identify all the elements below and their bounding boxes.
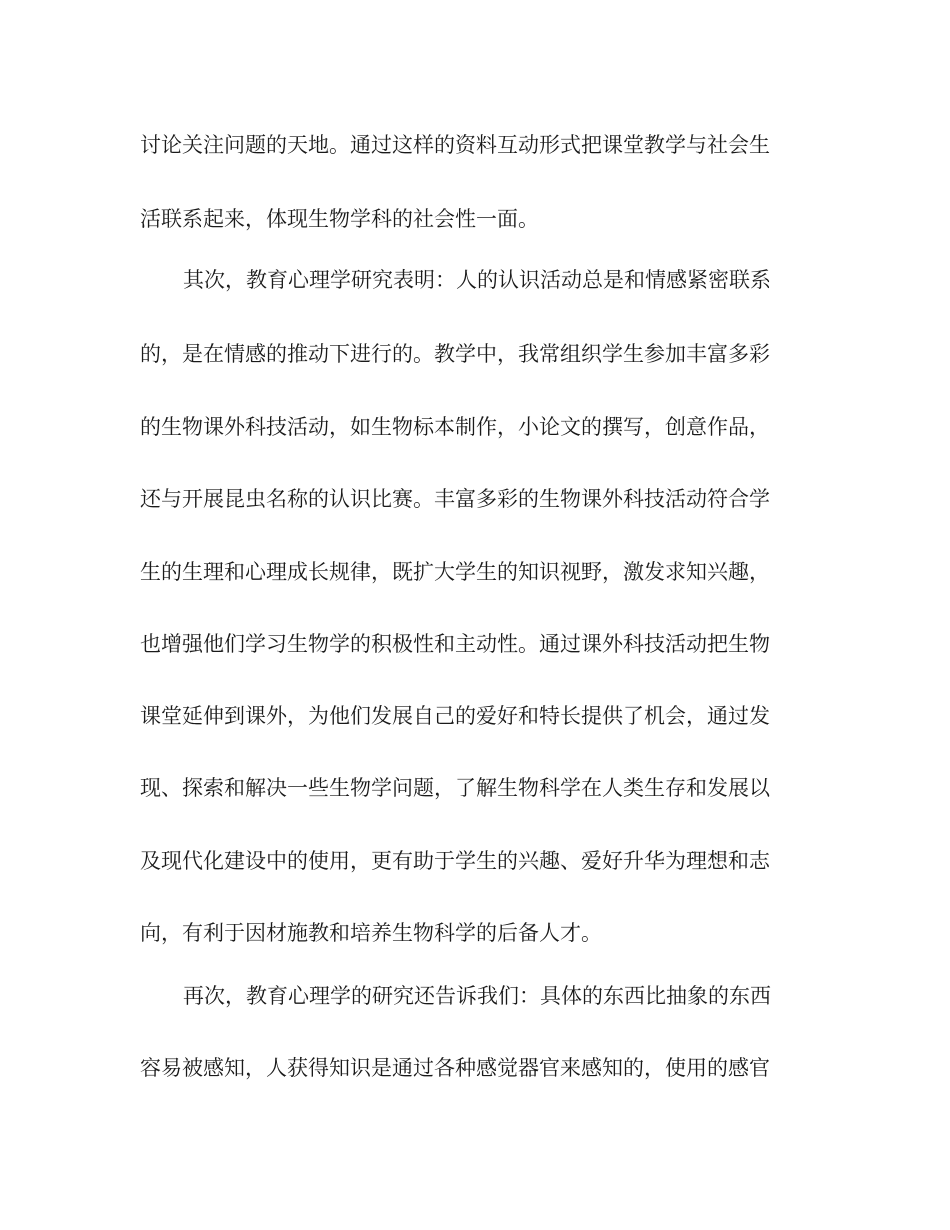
- paragraph-line: 的生物课外科技活动，如生物标本制作，小论文的撰写，创意作品，: [140, 415, 770, 439]
- paragraph-line: 活联系起来，体现生物学科的社会性一面。: [140, 207, 539, 231]
- paragraph-line: 向，有利于因材施教和培养生物科学的后备人才。: [140, 921, 602, 945]
- paragraph-line: 也增强他们学习生物学的积极性和主动性。通过课外科技活动把生物: [140, 632, 770, 656]
- paragraph-line: 容易被感知，人获得知识是通过各种感觉器官来感知的，使用的感官: [140, 1056, 770, 1080]
- paragraph-line: 还与开展昆虫名称的认识比赛。丰富多彩的生物课外科技活动符合学: [140, 487, 770, 511]
- paragraph-line: 课堂延伸到课外，为他们发展自己的爱好和特长提供了机会，通过发: [140, 704, 770, 728]
- paragraph-line: 讨论关注问题的天地。通过这样的资料互动形式把课堂教学与社会生: [140, 133, 770, 157]
- paragraph-line: 的，是在情感的推动下进行的。教学中，我常组织学生参加丰富多彩: [140, 342, 770, 366]
- paragraph-first-line: 其次，教育心理学研究表明：人的认识活动总是和情感紧密联系: [183, 268, 771, 292]
- paragraph-line: 及现代化建设中的使用，更有助于学生的兴趣、爱好升华为理想和志: [140, 849, 770, 873]
- paragraph-line: 现、探索和解决一些生物学问题，了解生物科学在人类生存和发展以: [140, 776, 770, 800]
- paragraph-line: 生的生理和心理成长规律，既扩大学生的知识视野，激发求知兴趣，: [140, 560, 770, 584]
- paragraph-first-line: 再次，教育心理学的研究还告诉我们：具体的东西比抽象的东西: [183, 984, 771, 1008]
